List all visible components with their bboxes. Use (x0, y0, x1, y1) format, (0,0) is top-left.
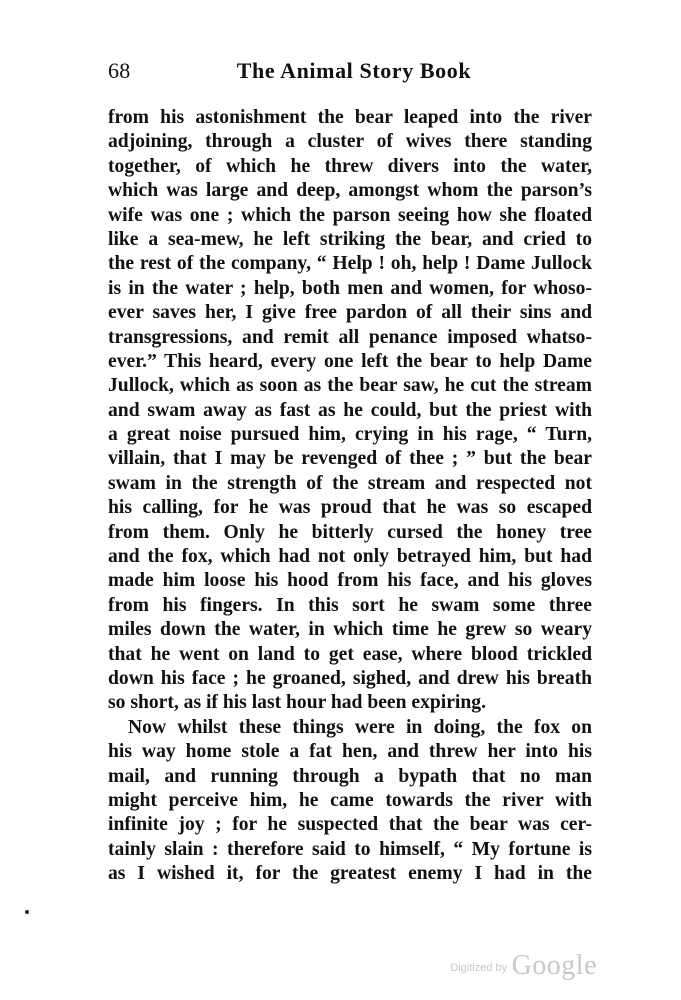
text-line: miles down the water, in which time he grew so weary (108, 619, 592, 641)
text-line: is in the water ; help, both men and women, for whoso- (108, 277, 592, 299)
text-line: his way home stole a fat hen, and threw her into his (108, 741, 592, 763)
text-line: made him loose his hood from his face, and his gloves (108, 570, 592, 592)
text-line: Now whilst these things were in doing, the fox on (128, 716, 592, 738)
watermark-brand: Google (511, 950, 597, 981)
text-line: adjoining, through a cluster of wives there standing (108, 131, 592, 153)
text-line: wife was one ; which the parson seeing how she floated (108, 204, 592, 226)
text-line: and swam away as fast as he could, but the priest with (108, 399, 592, 421)
text-line: villain, that I may be revenged of thee ; ” but the bear (108, 448, 592, 470)
text-line: and the fox, which had not only betrayed him, but had (108, 546, 592, 568)
text-line: like a sea-mew, he left striking the bear, and cried to (108, 228, 592, 250)
text-line: a great noise pursued him, crying in his rage, “ Turn, (108, 424, 592, 446)
text-line: mail, and running through a bypath that no man (108, 765, 592, 787)
text-line: tainly slain : therefore said to himself, “ My fortune is (108, 838, 592, 860)
text-line: as I wished it, for the greatest enemy I had in the (108, 863, 592, 885)
text-line: the rest of the company, “ Help ! oh, help ! Dame Jullock (108, 253, 592, 275)
body-text (108, 106, 592, 887)
running-title: The Animal Story Book (236, 58, 472, 83)
text-line: infinite joy ; for he suspected that the bear was cer- (108, 814, 592, 836)
text-line: swam in the strength of the stream and respected not (108, 472, 592, 494)
text-line: from his astonishment the bear leaped into the river (108, 107, 592, 128)
text-line: together, of which he threw divers into the water, (108, 155, 592, 177)
text-line: down his face ; he groaned, sighed, and drew his breath (108, 667, 592, 689)
digitized-watermark (450, 950, 597, 982)
text-line: transgressions, and remit all penance imposed whatso- (108, 326, 592, 348)
page-header (108, 58, 600, 90)
text-line: that he went on land to get ease, where blood trickled (108, 643, 592, 665)
text-line: which was large and deep, amongst whom the parson’s (108, 180, 592, 202)
text-line: from them. Only he bitterly cursed the honey tree (108, 521, 592, 543)
text-line: his calling, for he was proud that he was so escaped (108, 497, 592, 519)
text-line: Jullock, which as soon as the bear saw, he cut the stream (108, 375, 592, 397)
ink-speck (25, 910, 29, 914)
text-line: ever saves her, I give free pardon of all their sins and (108, 302, 592, 324)
watermark-prefix: Digitized by (450, 962, 508, 974)
paragraph-1 (108, 106, 592, 716)
page-number: 68 (108, 58, 131, 83)
text-line: from his fingers. In this sort he swam some three (108, 594, 592, 616)
text-line: so short, as if his last hour had been expiring. (108, 692, 486, 714)
paragraph-2 (108, 716, 592, 887)
text-line: might perceive him, he came towards the river with (108, 789, 592, 811)
text-line: ever.” This heard, every one left the bear to help Dame (108, 350, 592, 372)
